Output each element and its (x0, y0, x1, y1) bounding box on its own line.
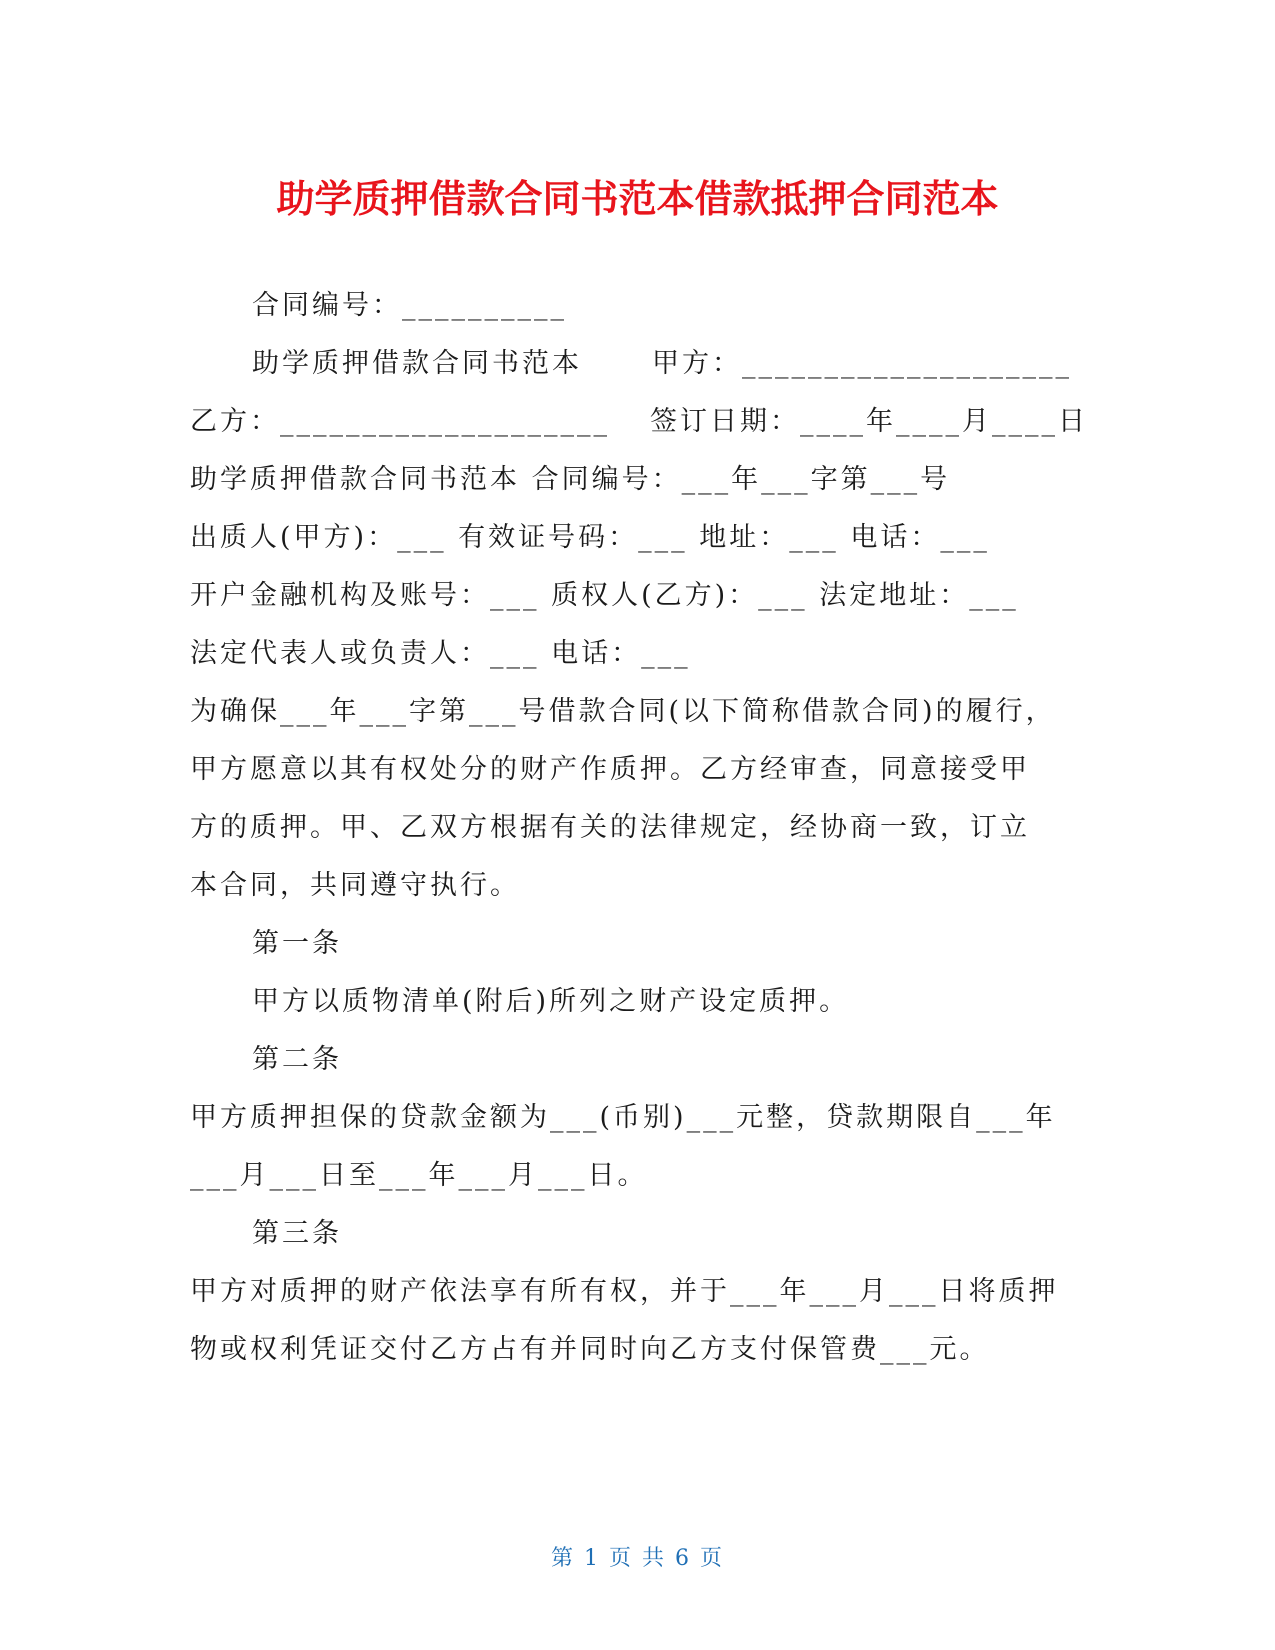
paragraph-line (190, 404, 1088, 440)
page-indicator: 第 1 页 共 6 页 (551, 1546, 724, 1571)
paragraph-line: 助学质押借款合同书范本 合同编号：___年___字第___号 (190, 464, 951, 495)
preamble-line: 为确保___年___字第___号借款合同(以下简称借款合同)的履行， (190, 696, 1056, 727)
document-title: 助学质押借款合同书范本借款抵押合同范本 (276, 177, 999, 221)
article-1-heading: 第一条 (252, 928, 342, 959)
bank-info-line: 开户金融机构及账号：___ 质权人(乙方)：___ 法定地址：___ (190, 580, 1019, 611)
preamble-line: 方的质押。甲、乙双方根据有关的法律规定，经协商一致，订立 (190, 812, 1030, 843)
party-b-field: 乙方：____________________ (190, 406, 610, 437)
preamble-line: 甲方愿意以其有权处分的财产作质押。乙方经审查，同意接受甲 (190, 754, 1030, 785)
article-2-text: 甲方质押担保的贷款金额为___(币别)___元整，贷款期限自___年 (190, 1102, 1056, 1133)
signing-date-field: 签订日期：____年____月____日 (650, 406, 1088, 437)
article-2-heading: 第二条 (252, 1044, 342, 1075)
party-a-field: 甲方：____________________ (652, 348, 1072, 379)
article-2-text: ___月___日至___年___月___日。 (190, 1160, 648, 1191)
representative-line: 法定代表人或负责人：___ 电话：___ (190, 638, 691, 669)
pledgor-info-line: 出质人(甲方)：___ 有效证号码：___ 地址：___ 电话：___ (190, 522, 990, 553)
template-name: 助学质押借款合同书范本 (252, 348, 582, 379)
article-1-text: 甲方以质物清单(附后)所列之财产设定质押。 (252, 986, 850, 1017)
paragraph-line (252, 346, 1072, 382)
preamble-line: 本合同，共同遵守执行。 (190, 870, 520, 901)
article-3-text: 物或权利凭证交付乙方占有并同时向乙方支付保管费___元。 (190, 1334, 990, 1365)
contract-number-line: 合同编号：__________ (252, 290, 567, 321)
article-3-heading: 第三条 (252, 1218, 342, 1249)
article-3-text: 甲方对质押的财产依法享有所有权，并于___年___月___日将质押 (190, 1276, 1059, 1307)
